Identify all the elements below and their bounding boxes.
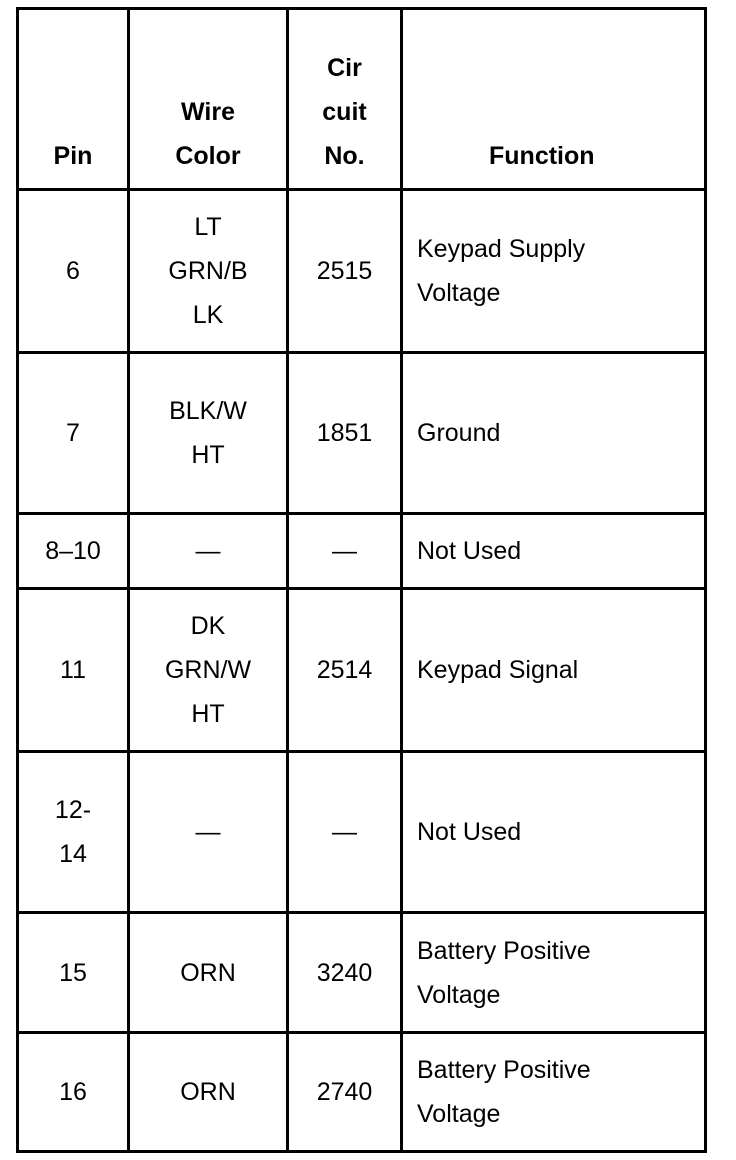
header-function: Function xyxy=(402,9,706,190)
circuit-cell: 1851 xyxy=(288,353,402,514)
wire-color-cell: DK GRN/W HT xyxy=(129,589,288,752)
function-cell: Not Used xyxy=(402,514,706,589)
header-wire-color: Wire Color xyxy=(129,9,288,190)
circuit-cell: — xyxy=(288,514,402,589)
wire-color-cell: ORN xyxy=(129,1033,288,1152)
function-cell: Ground xyxy=(402,353,706,514)
table-row xyxy=(18,752,706,913)
pin-cell: 12- 14 xyxy=(18,752,129,913)
pin-cell: 15 xyxy=(18,913,129,1033)
table-row xyxy=(18,1033,706,1152)
circuit-cell: 2740 xyxy=(288,1033,402,1152)
function-cell: Battery Positive Voltage xyxy=(402,913,706,1033)
header-row xyxy=(18,9,706,190)
function-cell: Keypad Supply Voltage xyxy=(402,190,706,353)
header-circuit-no: Cir cuit No. xyxy=(288,9,402,190)
connector-pinout-table xyxy=(16,7,707,1153)
wire-color-cell: BLK/W HT xyxy=(129,353,288,514)
function-cell: Battery Positive Voltage xyxy=(402,1033,706,1152)
header-pin: Pin xyxy=(18,9,129,190)
circuit-cell: — xyxy=(288,752,402,913)
pin-cell: 8–10 xyxy=(18,514,129,589)
pin-cell: 6 xyxy=(18,190,129,353)
table-row xyxy=(18,353,706,514)
wire-color-cell: ORN xyxy=(129,913,288,1033)
wire-color-cell: — xyxy=(129,514,288,589)
wire-color-cell: — xyxy=(129,752,288,913)
circuit-cell: 2515 xyxy=(288,190,402,353)
table-row xyxy=(18,514,706,589)
pin-cell: 7 xyxy=(18,353,129,514)
table-row xyxy=(18,589,706,752)
function-cell: Keypad Signal xyxy=(402,589,706,752)
table-row xyxy=(18,190,706,353)
table-row xyxy=(18,913,706,1033)
pin-cell: 16 xyxy=(18,1033,129,1152)
pin-cell: 11 xyxy=(18,589,129,752)
wire-color-cell: LT GRN/B LK xyxy=(129,190,288,353)
circuit-cell: 3240 xyxy=(288,913,402,1033)
circuit-cell: 2514 xyxy=(288,589,402,752)
function-cell: Not Used xyxy=(402,752,706,913)
